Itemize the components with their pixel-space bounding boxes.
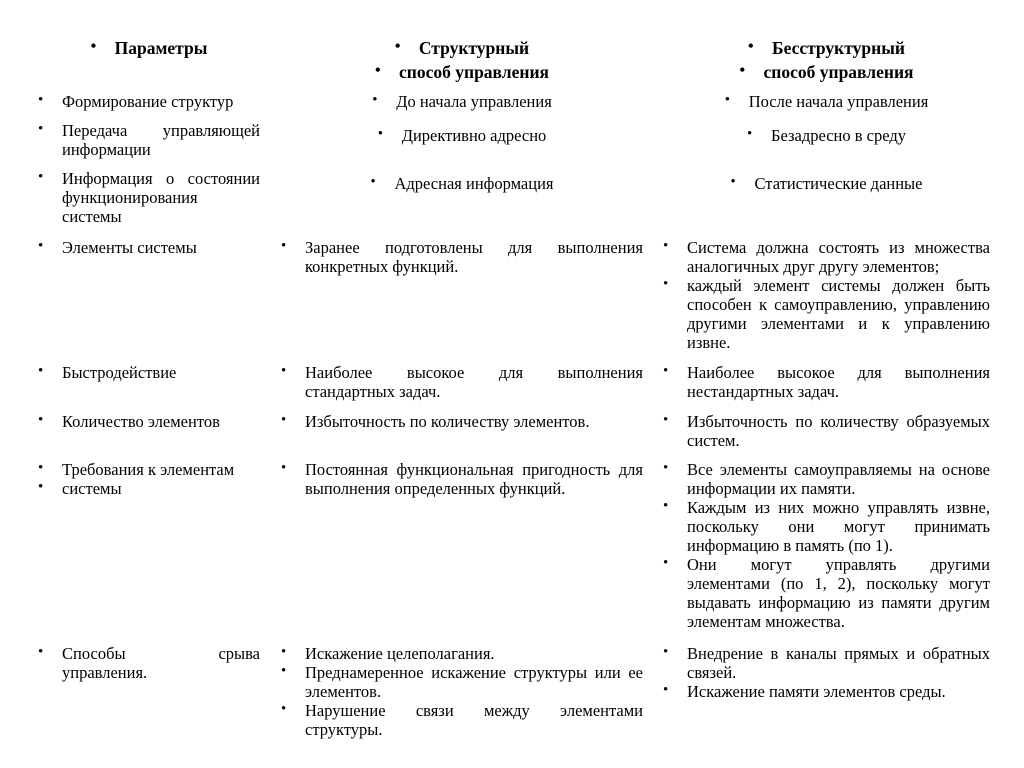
cell-structural bbox=[281, 238, 643, 276]
item-text: информации их памяти. bbox=[687, 479, 856, 498]
bullet-item bbox=[38, 644, 260, 682]
bullet-icon: • bbox=[38, 479, 44, 495]
bullet-item bbox=[38, 92, 260, 111]
item-text: Избыточность по количеству элементов. bbox=[305, 412, 590, 431]
bullet-icon: • bbox=[38, 92, 44, 108]
header-text: способ управления bbox=[763, 62, 914, 82]
bullet-icon: • bbox=[281, 663, 287, 679]
header-text: Бесструктурный bbox=[772, 38, 905, 58]
item-text: элементов. bbox=[305, 682, 382, 701]
cell-structural bbox=[281, 644, 643, 739]
bullet-item bbox=[38, 412, 260, 431]
cell-parameter bbox=[38, 644, 260, 682]
bullet-item bbox=[38, 479, 260, 498]
bullet-item bbox=[663, 276, 990, 352]
item-text: Заранее подготовлены для выполнения bbox=[305, 238, 643, 257]
item-text: выполнения определенных функций. bbox=[305, 479, 566, 498]
cell-unstructured bbox=[687, 121, 990, 145]
item-text: функционирования bbox=[62, 188, 198, 207]
bullet-icon: • bbox=[663, 644, 669, 660]
item-text: Преднамеренное искажение структуры или ее bbox=[305, 663, 643, 682]
item-text: Способы срыва bbox=[62, 644, 260, 663]
cell-parameter bbox=[38, 169, 260, 226]
bullet-item bbox=[663, 460, 990, 498]
bullet-item bbox=[38, 121, 260, 159]
item-text: управления. bbox=[62, 663, 148, 682]
bullet-icon: • bbox=[739, 62, 746, 79]
header-unstructured bbox=[687, 36, 990, 84]
item-text: Избыточность по количеству образуемых bbox=[687, 412, 990, 431]
item-text: Требования к элементам bbox=[62, 460, 235, 479]
bullet-icon: • bbox=[281, 363, 287, 379]
bullet-icon: • bbox=[281, 412, 287, 428]
bullet-item bbox=[281, 412, 643, 431]
item-text: нестандартных задач. bbox=[687, 382, 840, 401]
item-text: способен к самоуправлению, управлению bbox=[687, 295, 990, 314]
cell-unstructured bbox=[663, 644, 990, 701]
cell-structural bbox=[281, 460, 643, 498]
item-text: Формирование структур bbox=[62, 92, 234, 111]
bullet-item bbox=[687, 36, 990, 60]
header-structural bbox=[305, 36, 643, 84]
bullet-item bbox=[687, 126, 990, 145]
bullet-item bbox=[687, 60, 990, 84]
bullet-item bbox=[281, 363, 643, 401]
bullet-item bbox=[305, 60, 643, 84]
item-text: элементам множества. bbox=[687, 612, 845, 631]
cell-structural bbox=[281, 363, 643, 401]
item-text: Искажение памяти элементов среды. bbox=[687, 682, 946, 701]
bullet-icon: • bbox=[372, 92, 378, 108]
item-text: Наиболее высокое для выполнения bbox=[687, 363, 990, 382]
cell-unstructured bbox=[687, 169, 990, 193]
cell-parameter bbox=[38, 121, 260, 159]
bullet-icon: • bbox=[663, 276, 669, 292]
cell-structural bbox=[305, 169, 643, 193]
bullet-icon: • bbox=[663, 238, 669, 254]
bullet-item bbox=[62, 36, 260, 60]
bullet-item bbox=[687, 174, 990, 193]
item-text: элементами (по 1, 2), поскольку могут bbox=[687, 574, 990, 593]
bullet-item bbox=[305, 36, 643, 60]
item-text: системы bbox=[62, 207, 122, 226]
cell-parameter bbox=[38, 412, 260, 431]
cell-parameter bbox=[38, 238, 260, 257]
item-text: информации bbox=[62, 140, 151, 159]
item-text: Передача управляющей bbox=[62, 121, 260, 140]
bullet-icon: • bbox=[281, 644, 287, 660]
bullet-item bbox=[38, 238, 260, 257]
bullet-item bbox=[281, 238, 643, 276]
bullet-item bbox=[281, 663, 643, 701]
item-text: каждый элемент системы должен быть bbox=[687, 276, 990, 295]
bullet-item bbox=[663, 412, 990, 450]
bullet-icon: • bbox=[38, 644, 44, 660]
cell-structural bbox=[305, 121, 643, 145]
bullet-item bbox=[281, 701, 643, 739]
bullet-icon: • bbox=[663, 555, 669, 571]
bullet-item bbox=[38, 169, 260, 226]
item-text: стандартных задач. bbox=[305, 382, 441, 401]
bullet-item bbox=[687, 92, 990, 111]
cell-parameter bbox=[38, 363, 260, 382]
cell-unstructured bbox=[663, 363, 990, 401]
item-text: До начала управления bbox=[396, 92, 552, 111]
item-text: Каждым из них можно управлять извне, bbox=[687, 498, 990, 517]
item-text: связей. bbox=[687, 663, 737, 682]
header-text: Структурный bbox=[418, 38, 530, 58]
cell-unstructured bbox=[687, 92, 990, 111]
item-text: другими элементами и к управлению bbox=[687, 314, 990, 333]
header-text: Параметры bbox=[114, 38, 208, 58]
item-text: систем. bbox=[687, 431, 740, 450]
bullet-icon: • bbox=[38, 169, 44, 185]
item-text: поскольку они могут принимать bbox=[687, 517, 990, 536]
bullet-item bbox=[305, 92, 643, 111]
item-text: структуры. bbox=[305, 720, 383, 739]
bullet-icon: • bbox=[377, 126, 383, 142]
bullet-icon: • bbox=[748, 38, 754, 55]
bullet-icon: • bbox=[38, 460, 44, 476]
bullet-item bbox=[663, 238, 990, 276]
item-text: После начала управления bbox=[748, 92, 929, 111]
cell-structural bbox=[281, 412, 643, 431]
cell-unstructured bbox=[663, 460, 990, 631]
cell-unstructured bbox=[663, 238, 990, 352]
item-text: Быстродействие bbox=[62, 363, 177, 382]
bullet-icon: • bbox=[663, 460, 669, 476]
bullet-item bbox=[281, 644, 643, 663]
item-text: Они могут управлять другими bbox=[687, 555, 990, 574]
item-text: Безадресно в среду bbox=[771, 126, 906, 145]
cell-unstructured bbox=[663, 412, 990, 450]
item-text: Количество элементов bbox=[62, 412, 220, 431]
cell-parameter bbox=[38, 92, 260, 111]
bullet-icon: • bbox=[281, 238, 287, 254]
item-text: Постоянная функциональная пригодность для bbox=[305, 460, 643, 479]
bullet-icon: • bbox=[38, 363, 44, 379]
bullet-icon: • bbox=[663, 363, 669, 379]
header-parameters bbox=[62, 36, 260, 60]
item-text: Внедрение в каналы прямых и обратных bbox=[687, 644, 990, 663]
bullet-icon: • bbox=[724, 92, 730, 108]
bullet-item bbox=[663, 682, 990, 701]
cell-structural bbox=[305, 92, 643, 111]
item-text: Все элементы самоуправляемы на основе bbox=[687, 460, 990, 479]
item-text: Нарушение связи между элементами bbox=[305, 701, 643, 720]
item-text: Система должна состоять из множества bbox=[687, 238, 990, 257]
cell-parameter bbox=[38, 460, 260, 498]
item-text: Наиболее высокое для выполнения bbox=[305, 363, 643, 382]
bullet-icon: • bbox=[90, 38, 97, 55]
item-text: аналогичных друг другу элементов; bbox=[687, 257, 940, 276]
bullet-icon: • bbox=[663, 498, 669, 514]
bullet-item bbox=[305, 126, 643, 145]
bullet-item bbox=[663, 644, 990, 682]
bullet-icon: • bbox=[281, 460, 287, 476]
item-text: Информация о состоянии bbox=[62, 169, 260, 188]
bullet-icon: • bbox=[747, 126, 753, 142]
bullet-icon: • bbox=[281, 701, 287, 717]
bullet-item bbox=[38, 363, 260, 382]
item-text: извне. bbox=[687, 333, 731, 352]
bullet-icon: • bbox=[38, 238, 44, 254]
item-text: Директивно адресно bbox=[401, 126, 547, 145]
item-text: информацию в память (по 1). bbox=[687, 536, 893, 555]
bullet-icon: • bbox=[375, 62, 381, 79]
item-text: Адресная информация bbox=[394, 174, 554, 193]
bullet-icon: • bbox=[38, 121, 44, 137]
header-text: способ управления bbox=[399, 62, 549, 82]
bullet-icon: • bbox=[370, 174, 376, 190]
item-text: выдавать информацию из памяти другим bbox=[687, 593, 990, 612]
bullet-item bbox=[281, 460, 643, 498]
bullet-item bbox=[663, 555, 990, 631]
bullet-item bbox=[38, 460, 260, 479]
bullet-item bbox=[663, 363, 990, 401]
bullet-icon: • bbox=[730, 174, 736, 190]
item-text: Искажение целеполагания. bbox=[305, 644, 495, 663]
item-text: системы bbox=[62, 479, 122, 498]
item-text: конкретных функций. bbox=[305, 257, 459, 276]
bullet-item bbox=[663, 498, 990, 555]
item-text: Элементы системы bbox=[62, 238, 197, 257]
bullet-icon: • bbox=[38, 412, 44, 428]
bullet-icon: • bbox=[663, 682, 669, 698]
bullet-icon: • bbox=[663, 412, 669, 428]
item-text: Статистические данные bbox=[754, 174, 923, 193]
bullet-icon: • bbox=[394, 38, 401, 55]
bullet-item bbox=[305, 174, 643, 193]
